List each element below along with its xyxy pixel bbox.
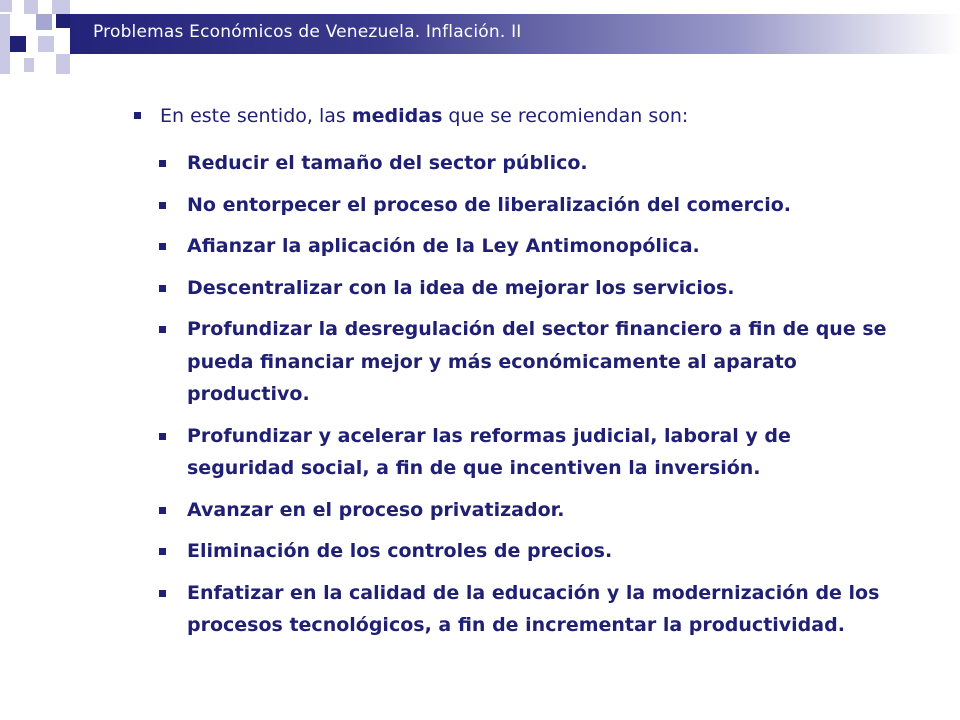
list-item-text: Avanzar en el proceso privatizador. <box>187 498 565 521</box>
square-bullet-icon <box>159 160 166 167</box>
list-item-text: Reducir el tamaño del sector público. <box>187 152 588 174</box>
measures-list <box>158 147 898 651</box>
list-item-text: Enfatizar en la calidad de la educación y la modernización de los procesos tecnológicos, a fin de incrementar la productividad. <box>187 581 880 636</box>
list-item-text: No entorpecer el proceso de liberalización del comercio. <box>187 193 791 216</box>
square-bullet-icon <box>159 548 166 555</box>
list-item <box>158 535 898 568</box>
list-item <box>158 230 898 263</box>
list-item-text: Profundizar la desregulación del sector financiero a fin de que se pueda financiar mejor y más económicamente al aparato productivo. <box>187 318 887 405</box>
square-bullet-icon <box>159 243 166 250</box>
list-item-text: Profundizar y acelerar las reformas judicial, laboral y de seguridad social, a fin de que incentiven la inversión. <box>187 424 791 479</box>
list-item-text: Afianzar la aplicación de la Ley Antimonopólica. <box>187 235 700 257</box>
intro-text <box>160 105 688 127</box>
square-bullet-icon <box>159 433 166 440</box>
square-bullet-icon <box>159 202 166 209</box>
list-item <box>158 313 898 411</box>
square-bullet-icon <box>159 285 166 292</box>
square-bullet-icon <box>159 507 166 514</box>
list-item <box>158 494 898 527</box>
intro-before: En este sentido, las <box>160 105 352 127</box>
square-bullet-icon <box>159 326 166 333</box>
intro-emphasis: medidas <box>351 105 443 127</box>
list-item-text: Descentralizar con la idea de mejorar los servicios. <box>187 276 735 299</box>
list-item-text: Eliminación de los controles de precios. <box>187 540 613 562</box>
square-bullet-icon <box>159 590 166 597</box>
list-item <box>158 189 898 222</box>
intro-after: que se recomiendan son: <box>442 105 689 127</box>
slide-title: Problemas Económicos de Venezuela. Inflación. II <box>93 22 522 42</box>
square-bullet-icon <box>134 112 141 119</box>
list-item <box>158 577 898 642</box>
list-item <box>158 420 898 485</box>
list-item <box>158 272 898 305</box>
list-item <box>158 147 898 180</box>
